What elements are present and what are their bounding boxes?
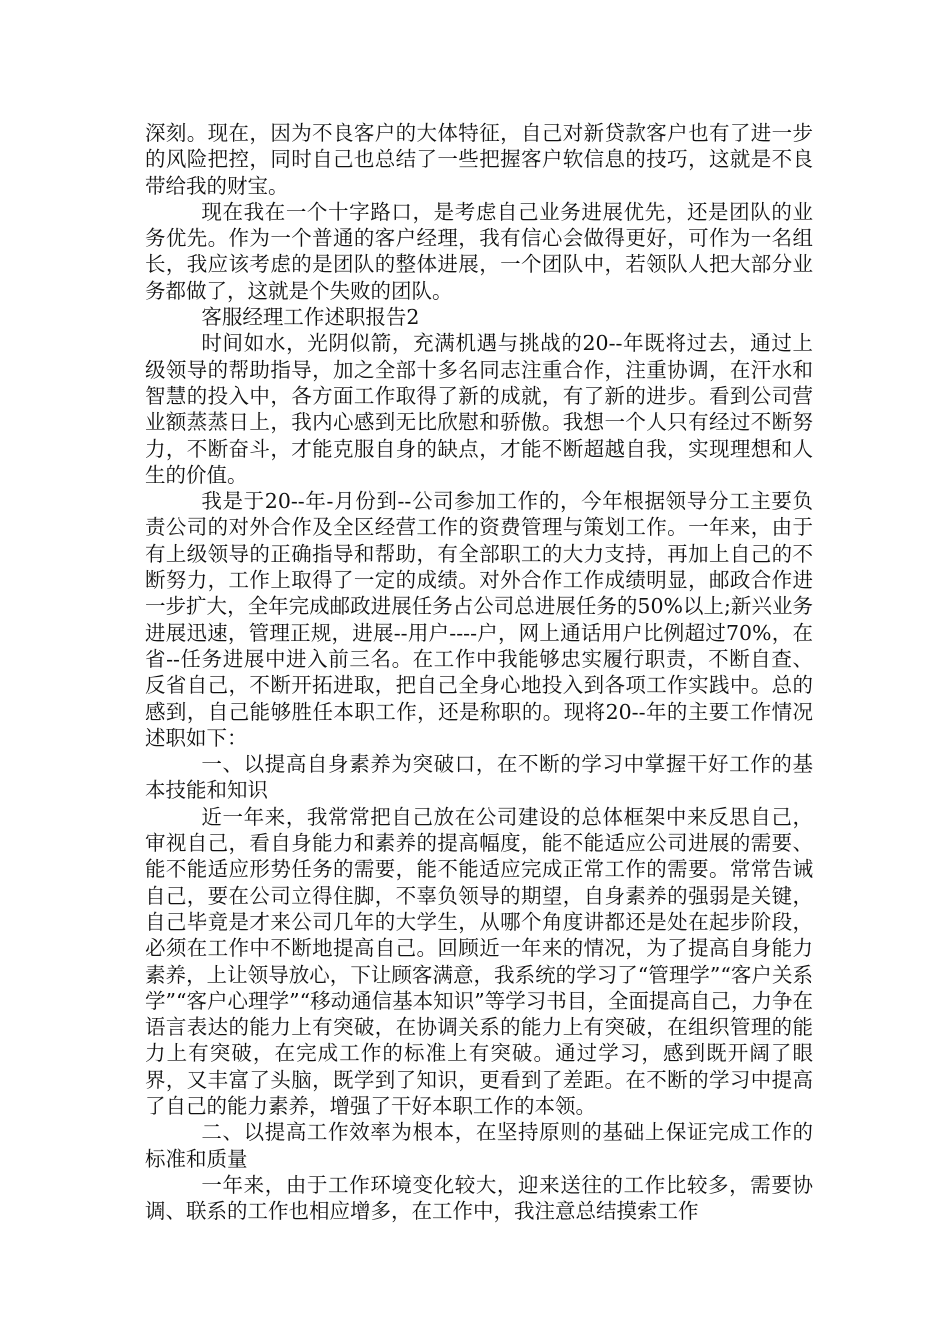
- section-heading-2: 二、以提高工作效率为根本，在坚持原则的基础上保证完成工作的标准和质量: [145, 1120, 813, 1171]
- paragraph-continuation: 深刻。现在，因为不良客户的大体特征，自己对新贷款客户也有了进一步的风险把控，同时自己也总结了一些把握客户软信息的技巧，这就是不良带给我的财宝。: [145, 121, 813, 198]
- document-body: [145, 120, 813, 1224]
- paragraph-work-summary: 我是于20--年-月份到--公司参加工作的，今年根据领导分工主要负责公司的对外合作及全区经营工作的资费管理与策划工作。一年来，由于有上级领导的正确指导和帮助，有全部职工的大力支持，再加上自己的不断努力，工作上取得了一定的成绩。对外合作工作成绩明显，邮政合作进一步扩大，全年完成邮政进展任务占公司总进展任务的50%以上;新兴业务进展迅速，管理正规，进展--用户----户，网上通话用户比例超过70%，在省--任务进展中进入前三名。在工作中我能够忠实履行职责，不断自查、反省自己，不断开拓进取，把自己全身心地投入到各项工作实践中。总的感到，自己能够胜任本职工作，还是称职的。现将20--年的主要工作情况述职如下：: [145, 489, 813, 750]
- paragraph-work-efficiency: 一年来，由于工作环境变化较大，迎来送往的工作比较多，需要协调、联系的工作也相应增多，在工作中，我注意总结摸索工作: [145, 1172, 813, 1224]
- paragraph-team-priority: 现在我在一个十字路口，是考虑自己业务进展优先，还是团队的业务优先。作为一个普通的客户经理，我有信心会做得更好，可作为一名组长，我应该考虑的是团队的整体进展，一个团队中，若领队人把大部分业务都做了，这就是个失败的团队。: [145, 199, 813, 303]
- paragraph-intro: 时间如水，光阴似箭，充满机遇与挑战的20--年既将过去，通过上级领导的帮助指导，加之全部十多名同志注重合作，注重协调，在汗水和智慧的投入中，各方面工作取得了新的成就，有了新的进步。看到公司营业额蒸蒸日上，我内心感到无比欣慰和骄傲。我想一个人只有经过不断努力，不断奋斗，才能克服自身的缺点，才能不断超越自我，实现理想和人生的价值。: [145, 331, 813, 487]
- report-title: 客服经理工作述职报告2: [201, 305, 420, 330]
- paragraph-self-improvement: 近一年来，我常常把自己放在公司建设的总体框架中来反思自己，审视自己，看自身能力和素养的提高幅度，能不能适应公司进展的需要、能不能适应形势任务的需要，能不能适应完成正常工作的需要。常常告诫自己，要在公司立得住脚，不辜负领导的期望，自身素养的强弱是关键，自己毕竟是才来公司几年的大学生，从哪个角度讲都还是处在起步阶段，必须在工作中不断地提高自己。回顾近一年来的情况，为了提高自身能力素养，上让领导放心，下让顾客满意，我系统的学习了“管理学”“客户关系学”“客户心理学”“移动通信基本知识”等学习书目，全面提高自己，力争在语言表达的能力上有突破，在协调关系的能力上有突破，在组织管理的能力上有突破，在完成工作的标准上有突破。通过学习，感到既开阔了眼界，又丰富了头脑，既学到了知识，更看到了差距。在不断的学习中提高了自己的能力素养，增强了干好本职工作的本领。: [145, 804, 813, 1118]
- section-heading-1: 一、以提高自身素养为突破口，在不断的学习中掌握干好工作的基本技能和知识: [145, 752, 813, 803]
